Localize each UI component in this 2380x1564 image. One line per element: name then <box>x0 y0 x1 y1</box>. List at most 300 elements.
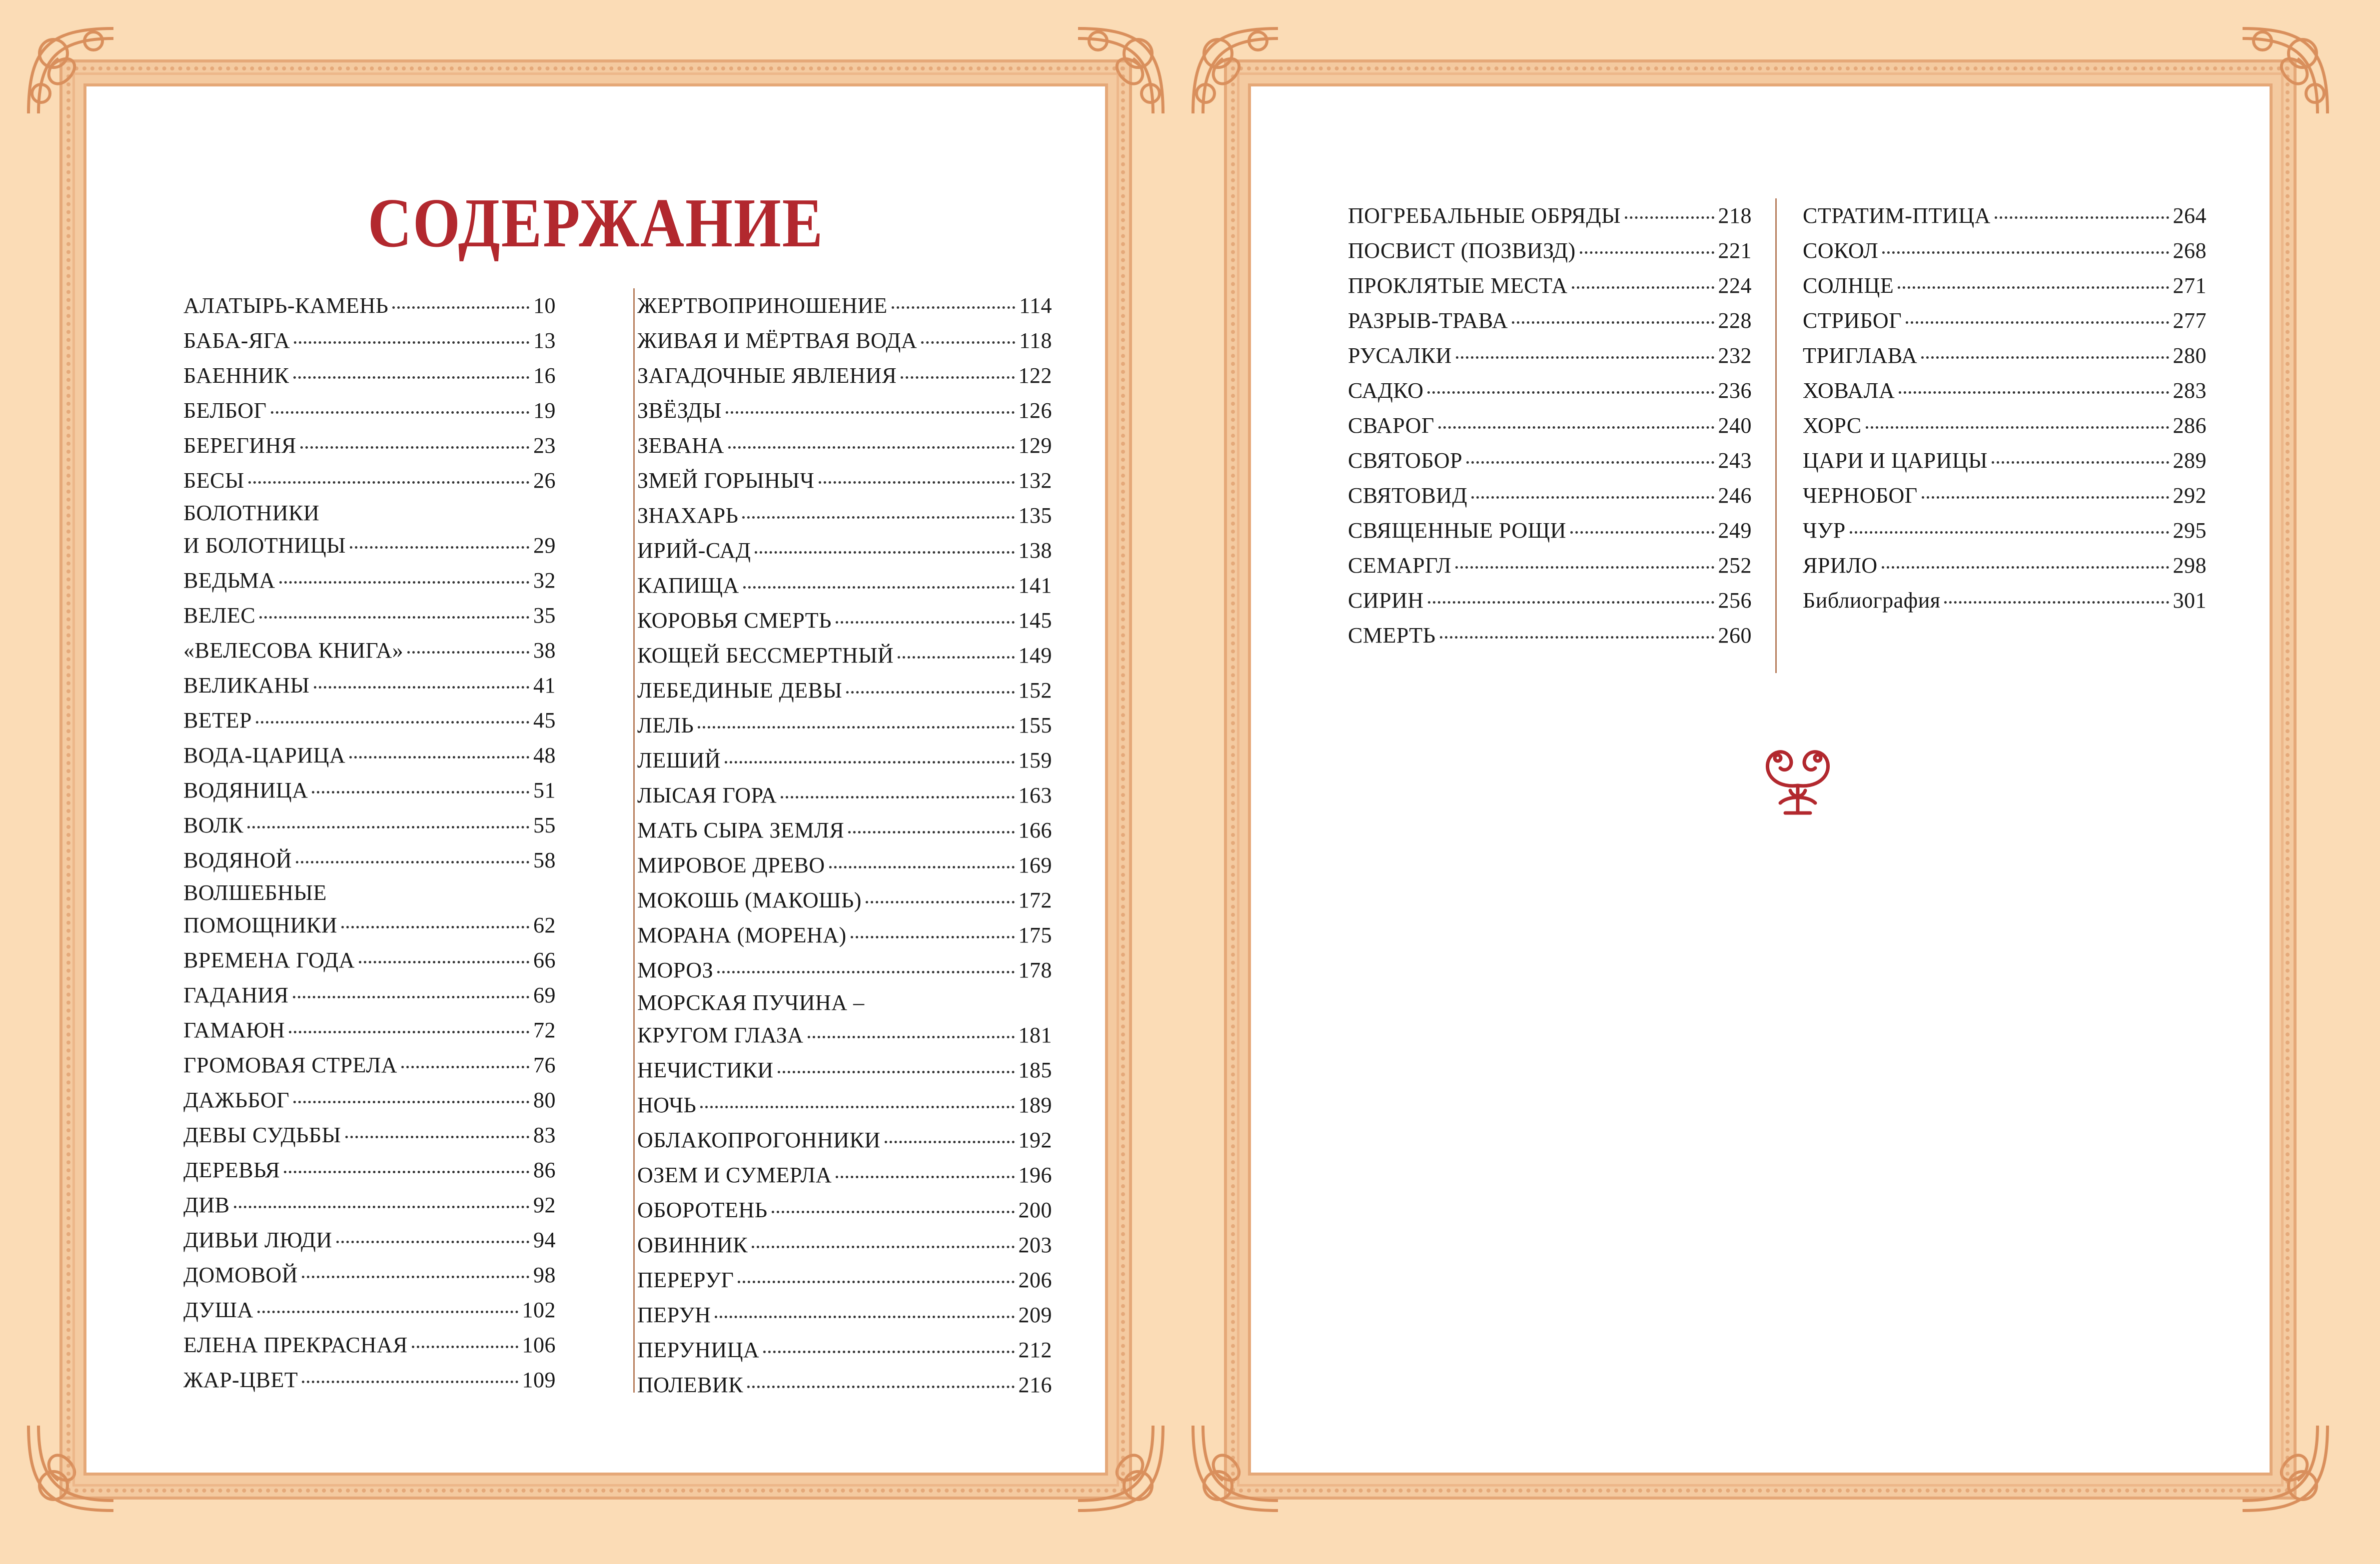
dot-leader <box>747 1386 1014 1388</box>
toc-entry-page-number: 185 <box>1018 1058 1052 1082</box>
toc-entry-label: ЯРИЛО <box>1803 553 1878 578</box>
toc-entry[interactable] <box>637 1018 1052 1053</box>
toc-entry[interactable] <box>183 323 556 358</box>
toc-entry-label: ВОДА-ЦАРИЦА <box>183 743 346 768</box>
toc-entry[interactable] <box>637 568 1052 603</box>
toc-entry[interactable] <box>183 598 556 633</box>
toc-entry-label: ЧЕРНОБОГ <box>1803 483 1918 508</box>
page-title: СОДЕРЖАНИЕ <box>367 184 824 262</box>
toc-entry-page-number: 135 <box>1018 503 1052 528</box>
toc-entry-label: КОЩЕЙ БЕССМЕРТНЫЙ <box>637 643 894 668</box>
toc-entry[interactable] <box>1803 268 2207 303</box>
toc-entry-label: ДАЖЬБОГ <box>183 1088 290 1112</box>
toc-entry-page-number: 114 <box>1019 293 1052 318</box>
dot-leader <box>248 481 529 484</box>
toc-entry[interactable] <box>183 1258 556 1293</box>
toc-entry[interactable] <box>637 393 1052 428</box>
dot-leader <box>293 996 529 998</box>
toc-entry-label: ПОМОЩНИКИ <box>183 913 338 937</box>
toc-entry-label: ПОСВИСТ (ПОЗВИЗД) <box>1348 238 1576 263</box>
toc-entry-label: ВОЛК <box>183 813 244 837</box>
toc-column-4 <box>1803 198 2207 618</box>
toc-entry-label: ПОЛЕВИК <box>637 1373 744 1397</box>
dot-leader <box>717 971 1014 973</box>
column-divider <box>633 288 635 1393</box>
toc-entry-page-number: 260 <box>1718 623 1752 648</box>
toc-entry-label: СВЯТОВИД <box>1348 483 1468 508</box>
toc-entry-label: ПРОКЛЯТЫЕ МЕСТА <box>1348 273 1568 298</box>
toc-entry[interactable] <box>1803 513 2207 548</box>
toc-entry[interactable] <box>1348 373 1752 408</box>
toc-entry[interactable] <box>183 393 556 428</box>
toc-entry-label: И БОЛОТНИЦЫ <box>183 533 346 558</box>
dot-leader <box>392 306 529 309</box>
dot-leader <box>1906 321 2169 324</box>
dot-leader <box>289 1031 529 1033</box>
dot-leader <box>1438 426 1714 429</box>
dot-leader <box>698 726 1014 729</box>
toc-entry-label: ОВИННИК <box>637 1233 748 1257</box>
toc-entry[interactable] <box>637 1088 1052 1123</box>
toc-entry[interactable] <box>637 1193 1052 1228</box>
toc-entry-label: ПЕРУН <box>637 1303 711 1327</box>
toc-entry-page-number: 80 <box>533 1088 556 1112</box>
toc-entry[interactable] <box>1348 303 1752 338</box>
dot-leader <box>349 756 529 759</box>
toc-entry[interactable] <box>1348 548 1752 583</box>
toc-entry[interactable] <box>183 1293 556 1328</box>
toc-entry-page-number: 163 <box>1018 783 1052 807</box>
toc-entry-page-number: 149 <box>1018 643 1052 668</box>
dot-leader <box>885 1141 1015 1143</box>
toc-entry[interactable] <box>183 428 556 463</box>
toc-entry-page-number: 216 <box>1018 1373 1052 1397</box>
toc-entry[interactable] <box>183 908 556 943</box>
toc-entry-label: ЗМЕЙ ГОРЫНЫЧ <box>637 468 815 493</box>
toc-entry-page-number: 23 <box>533 433 556 458</box>
toc-entry-page-number: 192 <box>1018 1128 1052 1152</box>
toc-entry[interactable] <box>637 848 1052 883</box>
toc-entry-page-number: 172 <box>1018 888 1052 912</box>
toc-entry-label: ЗНАХАРЬ <box>637 503 739 528</box>
toc-entry[interactable] <box>637 1263 1052 1298</box>
toc-entry[interactable] <box>183 1048 556 1083</box>
dot-leader <box>742 516 1014 519</box>
toc-entry-label: ВОДЯНИЦА <box>183 778 308 802</box>
toc-entry-page-number: 109 <box>522 1368 556 1392</box>
toc-entry[interactable] <box>637 743 1052 778</box>
toc-entry[interactable] <box>1803 303 2207 338</box>
dot-leader <box>293 376 529 379</box>
toc-entry-page-number: 169 <box>1018 853 1052 877</box>
dot-leader <box>314 686 529 689</box>
toc-entry[interactable] <box>183 1013 556 1048</box>
toc-entry-label: ЗВЁЗДЫ <box>637 398 722 423</box>
toc-entry[interactable] <box>637 638 1052 673</box>
toc-entry-page-number: 243 <box>1718 448 1752 473</box>
toc-entry[interactable] <box>1803 338 2207 373</box>
dot-leader <box>401 1066 529 1068</box>
toc-entry[interactable] <box>637 323 1052 358</box>
toc-entry[interactable] <box>637 1053 1052 1088</box>
toc-entry[interactable] <box>1348 618 1752 653</box>
dot-leader <box>302 1381 518 1383</box>
toc-entry-label: ЛЕШИЙ <box>637 748 721 773</box>
toc-entry-line <box>183 498 556 528</box>
toc-entry-page-number: 118 <box>1019 328 1052 353</box>
toc-entry-page-number: 224 <box>1718 273 1752 298</box>
toc-entry[interactable] <box>183 703 556 738</box>
toc-entry[interactable] <box>637 708 1052 743</box>
toc-entry-line <box>183 878 556 908</box>
column-divider <box>1775 198 1777 673</box>
toc-entry-page-number: 26 <box>533 468 556 493</box>
dot-leader <box>772 1211 1015 1213</box>
dot-leader <box>892 306 1016 309</box>
toc-entry-label: ВОДЯНОЙ <box>183 848 292 872</box>
dot-leader <box>728 446 1015 449</box>
toc-entry-page-number: 203 <box>1018 1233 1052 1257</box>
toc-entry-label: ГАДАНИЯ <box>183 983 289 1007</box>
toc-entry[interactable] <box>1348 338 1752 373</box>
toc-column-3 <box>1348 198 1752 653</box>
dot-leader <box>1882 251 2169 254</box>
dot-leader <box>763 1351 1014 1353</box>
dot-leader <box>1580 251 1714 254</box>
toc-entry-label: СОКОЛ <box>1803 238 1879 263</box>
toc-entry-label: БЕСЫ <box>183 468 244 493</box>
toc-entry[interactable] <box>1348 233 1752 268</box>
toc-entry[interactable] <box>1348 583 1752 618</box>
toc-entry[interactable] <box>183 463 556 498</box>
toc-entry-page-number: 277 <box>2173 308 2207 333</box>
dot-leader <box>1995 216 2169 219</box>
toc-entry[interactable] <box>183 1188 556 1223</box>
toc-entry[interactable] <box>637 813 1052 848</box>
toc-entry[interactable] <box>183 943 556 978</box>
dot-leader <box>279 581 529 584</box>
dot-leader <box>296 861 529 863</box>
toc-entry-page-number: 264 <box>2173 203 2207 228</box>
toc-entry-label: ДУША <box>183 1298 253 1322</box>
toc-entry-page-number: 286 <box>2173 413 2207 438</box>
toc-entry[interactable] <box>637 778 1052 813</box>
left-page <box>62 62 1129 1497</box>
celtic-knot-corner-icon <box>18 18 138 123</box>
toc-entry-label: СЕМАРГЛ <box>1348 553 1452 578</box>
toc-entry-page-number: 301 <box>2173 588 2207 613</box>
dot-leader <box>752 1246 1014 1248</box>
toc-entry-label: МОРАНА (МОРЕНА) <box>637 923 847 947</box>
toc-entry-label: ЛЕБЕДИНЫЕ ДЕВЫ <box>637 678 843 703</box>
toc-entry-page-number: 298 <box>2173 553 2207 578</box>
dot-leader <box>1922 496 2169 499</box>
toc-entry[interactable] <box>183 773 556 808</box>
toc-entry[interactable] <box>1348 478 1752 513</box>
toc-entry[interactable] <box>637 428 1052 463</box>
toc-entry-page-number: 19 <box>533 398 556 423</box>
toc-entry-page-number: 228 <box>1718 308 1752 333</box>
toc-entry-label: АЛАТЫРЬ-КАМЕНЬ <box>183 293 389 318</box>
toc-entry-page-number: 72 <box>533 1018 556 1042</box>
toc-entry-page-number: 152 <box>1018 678 1052 703</box>
toc-entry[interactable] <box>183 563 556 598</box>
right-page <box>1227 62 2294 1497</box>
toc-entry[interactable] <box>1348 513 1752 548</box>
toc-entry-label: ВОЛШЕБНЫЕ <box>183 880 327 905</box>
toc-entry[interactable] <box>183 668 556 703</box>
toc-entry[interactable] <box>183 1363 556 1398</box>
toc-column-1 <box>183 288 556 1398</box>
toc-entry-page-number: 155 <box>1018 713 1052 738</box>
toc-entry[interactable] <box>1348 268 1752 303</box>
toc-entry-label: ПЕРУНИЦА <box>637 1338 760 1362</box>
toc-entry-label: НОЧЬ <box>637 1093 697 1117</box>
toc-entry[interactable] <box>183 978 556 1013</box>
toc-entry-page-number: 166 <box>1018 818 1052 842</box>
dragon-emblem-icon <box>1750 738 1845 823</box>
toc-entry-page-number: 92 <box>533 1193 556 1217</box>
toc-entry[interactable] <box>183 358 556 393</box>
toc-entry-label: ПОГРЕБАЛЬНЫЕ ОБРЯДЫ <box>1348 203 1621 228</box>
dot-leader <box>412 1346 518 1348</box>
toc-entry-page-number: 218 <box>1718 203 1752 228</box>
toc-entry[interactable] <box>183 633 556 668</box>
toc-entry-label: ЛЫСАЯ ГОРА <box>637 783 777 807</box>
toc-entry-page-number: 55 <box>533 813 556 837</box>
toc-entry-label: СОЛНЦЕ <box>1803 273 1894 298</box>
toc-entry[interactable] <box>637 673 1052 708</box>
toc-entry-label: ЖЕРТВОПРИНОШЕНИЕ <box>637 293 888 318</box>
toc-entry-label: МОРСКАЯ ПУЧИНА – <box>637 990 865 1015</box>
toc-entry-page-number: 138 <box>1018 538 1052 563</box>
toc-entry-page-number: 268 <box>2173 238 2207 263</box>
toc-entry[interactable] <box>637 1158 1052 1193</box>
toc-entry-label: ВЕЛЕС <box>183 603 256 628</box>
toc-column-2 <box>637 288 1052 1403</box>
dot-leader <box>921 341 1015 344</box>
toc-entry-page-number: 206 <box>1018 1268 1052 1292</box>
toc-entry[interactable] <box>637 603 1052 638</box>
dot-leader <box>743 586 1015 589</box>
toc-entry[interactable] <box>637 1298 1052 1333</box>
toc-entry-page-number: 189 <box>1018 1093 1052 1117</box>
toc-entry-label: ДЕРЕВЬЯ <box>183 1158 280 1182</box>
dot-leader <box>284 1171 529 1173</box>
toc-entry[interactable] <box>637 1228 1052 1263</box>
toc-entry[interactable] <box>1803 443 2207 478</box>
toc-entry-label: ДОМОВОЙ <box>183 1263 298 1287</box>
toc-entry[interactable] <box>183 808 556 843</box>
toc-entry-label: ЖАР-ЦВЕТ <box>183 1368 298 1392</box>
toc-entry-label: МОРОЗ <box>637 958 714 982</box>
toc-entry-label: ВЕТЕР <box>183 708 252 733</box>
dot-leader <box>1456 356 1714 359</box>
dot-leader <box>271 411 529 414</box>
toc-entry-page-number: 232 <box>1718 343 1752 368</box>
toc-entry-label: ВЕДЬМА <box>183 568 275 593</box>
dot-leader <box>259 616 529 619</box>
toc-entry-label: БАЕННИК <box>183 363 289 388</box>
dot-leader <box>256 721 529 724</box>
dot-leader <box>1512 321 1714 324</box>
dot-leader <box>1570 531 1714 534</box>
toc-entry-label: БОЛОТНИКИ <box>183 501 320 525</box>
dot-leader <box>1882 566 2169 569</box>
dot-leader <box>1866 426 2169 429</box>
toc-entry[interactable] <box>1803 408 2207 443</box>
toc-entry-label: ХОВАЛА <box>1803 378 1895 403</box>
dot-leader <box>1850 531 2169 534</box>
toc-entry-label: ЕЛЕНА ПРЕКРАСНАЯ <box>183 1333 408 1357</box>
toc-entry-page-number: 16 <box>533 363 556 388</box>
toc-entry-label: СМЕРТЬ <box>1348 623 1436 648</box>
toc-entry-label: СТРАТИМ-ПТИЦА <box>1803 203 1991 228</box>
celtic-knot-corner-icon <box>1183 18 1303 123</box>
dot-leader <box>898 656 1014 659</box>
toc-entry-label: РАЗРЫВ-ТРАВА <box>1348 308 1508 333</box>
dot-leader <box>778 1071 1015 1073</box>
toc-entry-label: ХОРС <box>1803 413 1862 438</box>
dot-leader <box>234 1206 529 1208</box>
toc-entry-page-number: 289 <box>2173 448 2207 473</box>
toc-entry-label: ЧУР <box>1803 518 1846 543</box>
toc-entry[interactable] <box>183 843 556 878</box>
toc-entry-page-number: 141 <box>1018 573 1052 598</box>
toc-entry-page-number: 159 <box>1018 748 1052 773</box>
toc-entry-page-number: 280 <box>2173 343 2207 368</box>
toc-entry-label: СВАРОГ <box>1348 413 1434 438</box>
toc-entry[interactable] <box>183 1153 556 1188</box>
dot-leader <box>293 1101 529 1103</box>
toc-entry-label: МИРОВОЕ ДРЕВО <box>637 853 825 877</box>
dot-leader <box>1625 216 1714 219</box>
toc-entry-label: САДКО <box>1348 378 1424 403</box>
toc-entry-page-number: 32 <box>533 568 556 593</box>
dot-leader <box>836 1176 1014 1178</box>
dot-leader <box>294 341 529 344</box>
celtic-knot-corner-icon <box>18 1416 138 1521</box>
toc-entry-page-number: 122 <box>1018 363 1052 388</box>
toc-entry-page-number: 252 <box>1718 553 1752 578</box>
celtic-knot-corner-icon <box>1053 18 1173 123</box>
toc-entry[interactable] <box>183 1118 556 1153</box>
toc-entry-label: ОБЛАКОПРОГОННИКИ <box>637 1128 881 1152</box>
toc-entry-label: СТРИБОГ <box>1803 308 1902 333</box>
toc-entry-page-number: 256 <box>1718 588 1752 613</box>
toc-entry[interactable] <box>183 1328 556 1363</box>
toc-entry-page-number: 58 <box>533 848 556 872</box>
toc-entry-label: «ВЕЛЕСОВА КНИГА» <box>183 638 404 663</box>
toc-entry-label: ВРЕМЕНА ГОДА <box>183 948 355 972</box>
dot-leader <box>781 796 1014 798</box>
toc-entry[interactable] <box>637 918 1052 953</box>
dot-leader <box>1921 356 2169 359</box>
toc-entry[interactable] <box>637 953 1052 988</box>
toc-entry-label: ДИВ <box>183 1193 230 1217</box>
toc-entry-label: ЛЕЛЬ <box>637 713 694 738</box>
toc-entry-label: НЕЧИСТИКИ <box>637 1058 774 1082</box>
dot-leader <box>257 1311 518 1313</box>
toc-entry-page-number: 83 <box>533 1123 556 1147</box>
toc-entry-label: СВЯЩЕННЫЕ РОЩИ <box>1348 518 1566 543</box>
toc-entry[interactable] <box>183 528 556 563</box>
toc-entry[interactable] <box>183 288 556 323</box>
toc-entry-page-number: 221 <box>1718 238 1752 263</box>
toc-entry[interactable] <box>1803 548 2207 583</box>
toc-entry[interactable] <box>637 883 1052 918</box>
toc-entry-page-number: 175 <box>1018 923 1052 947</box>
toc-entry-label: РУСАЛКИ <box>1348 343 1452 368</box>
toc-entry-label: КРУГОМ ГЛАЗА <box>637 1023 804 1047</box>
toc-entry[interactable] <box>1348 198 1752 233</box>
toc-entry-page-number: 178 <box>1018 958 1052 982</box>
toc-entry-label: ЦАРИ И ЦАРИЦЫ <box>1803 448 1988 473</box>
dot-leader <box>1898 286 2169 289</box>
celtic-knot-corner-icon <box>2218 18 2338 123</box>
toc-entry-label: ГРОМОВАЯ СТРЕЛА <box>183 1053 397 1077</box>
toc-entry-label: ДЕВЫ СУДЬБЫ <box>183 1123 341 1147</box>
toc-entry[interactable] <box>637 498 1052 533</box>
toc-entry-page-number: 98 <box>533 1263 556 1287</box>
toc-entry[interactable] <box>637 533 1052 568</box>
dot-leader <box>1992 461 2169 464</box>
toc-entry[interactable] <box>183 1223 556 1258</box>
toc-entry-label: ЗЕВАНА <box>637 433 724 458</box>
toc-entry[interactable] <box>637 1123 1052 1158</box>
toc-entry-label: СИРИН <box>1348 588 1424 613</box>
toc-entry[interactable] <box>1803 233 2207 268</box>
toc-entry-page-number: 86 <box>533 1158 556 1182</box>
toc-entry[interactable] <box>1803 198 2207 233</box>
toc-entry[interactable] <box>637 463 1052 498</box>
dot-leader <box>1572 286 1714 289</box>
toc-entry-page-number: 106 <box>522 1333 556 1357</box>
toc-entry-page-number: 236 <box>1718 378 1752 403</box>
toc-entry-page-number: 35 <box>533 603 556 628</box>
dot-leader <box>808 1036 1015 1038</box>
dot-leader <box>302 1276 529 1278</box>
toc-entry[interactable] <box>183 738 556 773</box>
dot-leader <box>1440 636 1714 639</box>
toc-entry[interactable] <box>1803 478 2207 513</box>
toc-entry[interactable] <box>1348 443 1752 478</box>
dot-leader <box>846 691 1014 694</box>
toc-entry[interactable] <box>637 1368 1052 1403</box>
toc-entry[interactable] <box>1348 408 1752 443</box>
dot-leader <box>700 1106 1014 1108</box>
toc-entry-label: КОРОВЬЯ СМЕРТЬ <box>637 608 832 633</box>
toc-entry-page-number: 51 <box>533 778 556 802</box>
toc-entry-label: СВЯТОБОР <box>1348 448 1463 473</box>
toc-entry[interactable] <box>637 1333 1052 1368</box>
dot-leader <box>725 761 1014 764</box>
toc-entry-page-number: 45 <box>533 708 556 733</box>
toc-entry-label: ДИВЬИ ЛЮДИ <box>183 1228 332 1252</box>
toc-entry[interactable] <box>183 1083 556 1118</box>
toc-entry-page-number: 62 <box>533 913 556 937</box>
dot-leader <box>1471 496 1714 499</box>
dot-leader <box>866 901 1015 903</box>
toc-entry[interactable] <box>637 358 1052 393</box>
celtic-knot-corner-icon <box>1183 1416 1303 1521</box>
toc-entry[interactable] <box>1803 373 2207 408</box>
toc-entry[interactable] <box>637 288 1052 323</box>
toc-entry-page-number: 13 <box>533 328 556 353</box>
toc-entry[interactable] <box>1803 583 2207 618</box>
toc-entry-page-number: 69 <box>533 983 556 1007</box>
toc-entry-label: БЕЛБОГ <box>183 398 267 423</box>
